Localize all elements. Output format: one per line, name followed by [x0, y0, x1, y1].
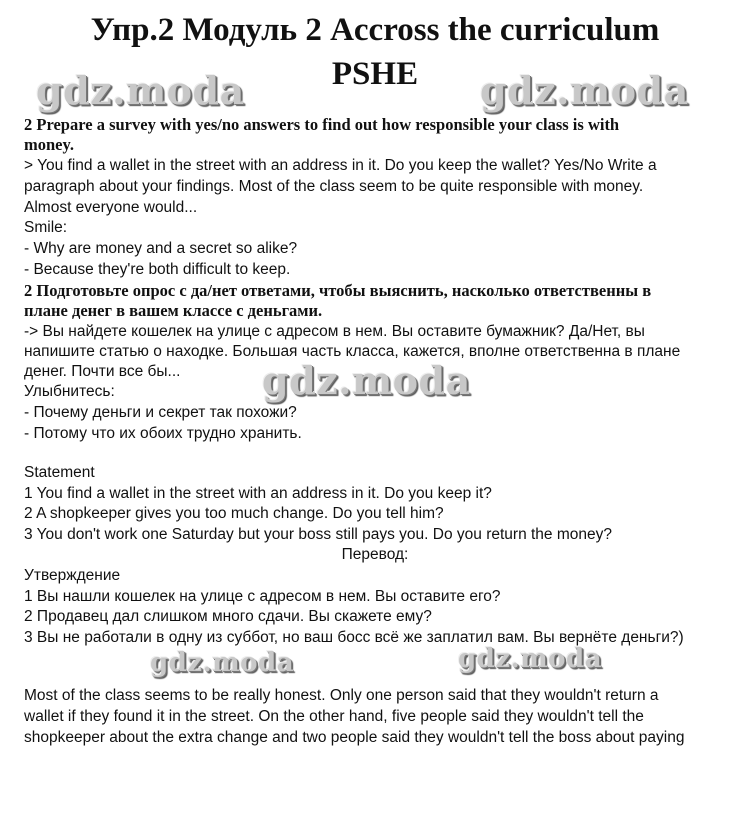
body-en-line: paragraph about your findings. Most of the class seem to be quite responsible with money.	[24, 178, 644, 195]
task-en-line: money.	[24, 135, 74, 154]
task-ru-line: плане денег в вашем классе с деньгами.	[24, 301, 323, 320]
body-en-line: > You find a wallet in the street with an address in it. Do you keep the wallet? Yes/No Write a	[24, 157, 657, 174]
watermark: gdz.moda	[458, 644, 603, 674]
statement-ru-item: 2 Продавец дал слишком много сдачи. Вы скажете ему?	[24, 608, 432, 625]
statement-heading: Statement	[24, 464, 95, 481]
findings-line: Most of the class seems to be really honest. Only one person said that they wouldn't return a	[24, 687, 659, 704]
body-en-line: Smile:	[24, 219, 68, 236]
watermark: gdz.moda	[150, 648, 295, 678]
body-en-line: - Why are money and a secret so alike?	[24, 240, 298, 257]
findings-line: wallet if they found it in the street. On the other hand, five people said they wouldn't tell the	[24, 708, 644, 725]
body-en-line: Almost everyone would...	[24, 199, 198, 216]
statement-ru-item: 3 Вы не работали в одну из суббот, но ваш босс всё же заплатил вам. Вы вернёте деньги?)	[24, 629, 684, 646]
body-ru-line: - Потому что их обоих трудно хранить.	[24, 425, 302, 442]
watermark: gdz.moda	[480, 68, 689, 113]
statement-item: 3 You don't work one Saturday but your boss still pays you. Do you return the money?	[24, 526, 613, 543]
task-ru-line: 2 Подготовьте опрос с да/нет ответами, чтобы выяснить, насколько ответственны в	[24, 281, 652, 300]
watermark: gdz.moda	[262, 358, 471, 403]
page-title: Упр.2 Модуль 2 Accross the curriculum	[90, 12, 660, 48]
body-ru-line: денег. Почти все бы...	[24, 363, 181, 380]
statement-ru-heading: Утверждение	[24, 567, 121, 584]
body-ru-line: - Почему деньги и секрет так похожи?	[24, 404, 297, 421]
body-ru-line: Улыбнитесь:	[24, 383, 115, 400]
findings-line: shopkeeper about the extra change and two people said they wouldn't tell the boss about paying	[24, 729, 685, 746]
statement-ru-item: 1 Вы нашли кошелек на улице с адресом в нем. Вы оставите его?	[24, 588, 501, 605]
task-en-line: 2 Prepare a survey with yes/no answers to find out how responsible your class is with	[24, 115, 620, 134]
statement-item: 1 You find a wallet in the street with an address in it. Do you keep it?	[24, 485, 492, 502]
page-subtitle: PSHE	[331, 56, 419, 92]
body-en-line: - Because they're both difficult to keep.	[24, 261, 291, 278]
watermark: gdz.moda	[36, 68, 245, 113]
translation-label: Перевод:	[341, 546, 409, 563]
body-ru-line: -> Вы найдете кошелек на улице с адресом в нем. Вы оставите бумажник? Да/Нет, вы	[24, 323, 645, 340]
body-ru-line: напишите статью о находке. Большая часть класса, кажется, вполне ответственна в плане	[24, 343, 681, 360]
statement-item: 2 A shopkeeper gives you too much change. Do you tell him?	[24, 505, 444, 522]
